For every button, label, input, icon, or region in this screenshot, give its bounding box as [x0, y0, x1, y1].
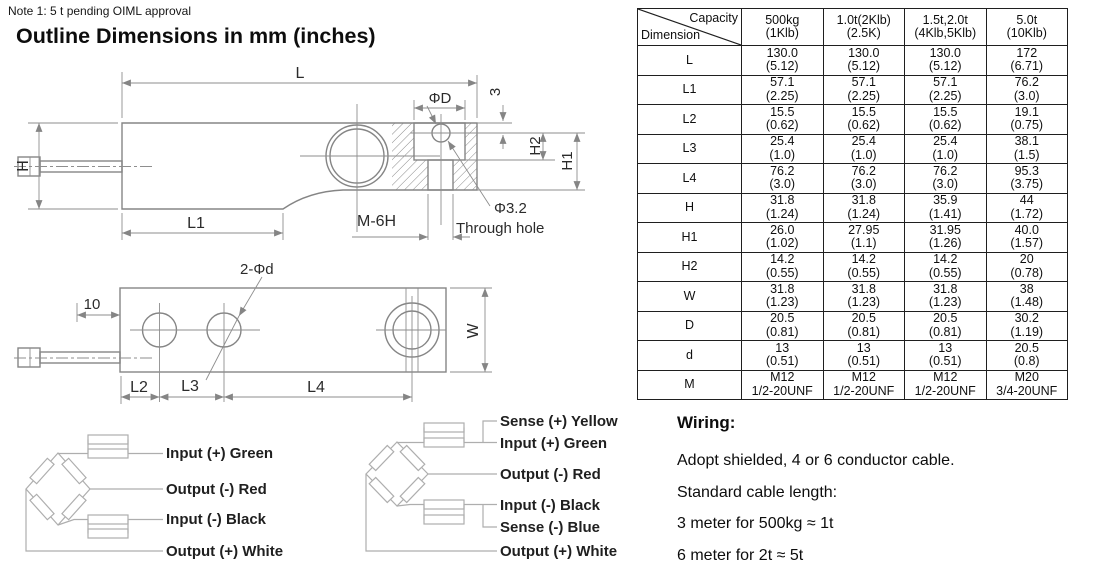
page-title: Outline Dimensions in mm (inches) [16, 24, 376, 48]
dim-label-L1: L1 [187, 215, 205, 232]
note-text: Note 1: 5 t pending OIML approval [8, 4, 191, 18]
value-cell: M12 1/2-20UNF [905, 370, 987, 400]
corner-capacity-label: Capacity [689, 11, 738, 25]
value-cell: 31.8 (1.24) [823, 193, 905, 223]
side-view-drawing [14, 65, 585, 240]
value-cell: 26.0 (1.02) [742, 223, 824, 253]
table-corner-cell [638, 9, 742, 46]
value-cell: M20 3/4-20UNF [986, 370, 1068, 400]
dimension-label-cell: L2 [638, 105, 742, 135]
value-cell: 44 (1.72) [986, 193, 1068, 223]
wiring-info [677, 412, 1087, 576]
dimension-label-cell: W [638, 282, 742, 312]
value-cell: 38.1 (1.5) [986, 134, 1068, 164]
value-cell: 31.8 (1.23) [823, 282, 905, 312]
dim-label-2phid: 2-Φd [240, 261, 274, 278]
value-cell: 57.1 (2.25) [905, 75, 987, 105]
value-cell: 38 (1.48) [986, 282, 1068, 312]
dimension-table-wrap [637, 8, 1068, 400]
table-row [638, 46, 1068, 76]
value-cell: 76.2 (3.0) [905, 164, 987, 194]
value-cell: 27.95 (1.1) [823, 223, 905, 253]
value-cell: 30.2 (1.19) [986, 311, 1068, 341]
top-view-drawing [14, 261, 492, 404]
bridge-4wire-diagram [26, 435, 283, 560]
dim-label-H1: H1 [559, 151, 576, 171]
table-row [638, 105, 1068, 135]
value-cell: 35.9 (1.41) [905, 193, 987, 223]
wire-label-input-minus-4w: Input (-) Black [166, 511, 266, 528]
value-cell: 40.0 (1.57) [986, 223, 1068, 253]
dimension-label-cell: M [638, 370, 742, 400]
dim-label-phi32: Φ3.2 [494, 200, 527, 217]
wiring-line: 3 meter for 500kg ≈ 1t [677, 515, 834, 532]
value-cell: 25.4 (1.0) [905, 134, 987, 164]
dim-label-W: W [465, 323, 482, 339]
dimension-label-cell: d [638, 341, 742, 371]
table-row [638, 311, 1068, 341]
table-row [638, 252, 1068, 282]
value-cell: 25.4 (1.0) [742, 134, 824, 164]
value-cell: 15.5 (0.62) [742, 105, 824, 135]
value-cell: 130.0 (5.12) [823, 46, 905, 76]
value-cell: 13 (0.51) [905, 341, 987, 371]
dim-label-10: 10 [83, 296, 101, 313]
wire-label-input-plus-4w: Input (+) Green [166, 445, 274, 462]
wire-label-sense-minus-6w: Sense (-) Blue [500, 519, 601, 536]
value-cell: 15.5 (0.62) [905, 105, 987, 135]
value-cell: 76.2 (3.0) [823, 164, 905, 194]
value-cell: 76.2 (3.0) [742, 164, 824, 194]
wire-label-output-plus-4w: Output (+) White [166, 543, 284, 560]
dimension-label-cell: D [638, 311, 742, 341]
value-cell: 19.1 (0.75) [986, 105, 1068, 135]
value-cell: M12 1/2-20UNF [742, 370, 824, 400]
wiring-line: Adopt shielded, 4 or 6 conductor cable. [677, 452, 955, 469]
dim-label-3: 3 [487, 87, 504, 97]
wire-label-output-plus-6w: Output (+) White [500, 543, 618, 560]
table-row [638, 193, 1068, 223]
wire-label-input-minus-6w: Input (-) Black [500, 497, 600, 514]
wiring-heading: Wiring: [677, 413, 736, 432]
table-row [638, 282, 1068, 312]
dimension-label-cell: H2 [638, 252, 742, 282]
value-cell: 13 (0.51) [823, 341, 905, 371]
value-cell: 172 (6.71) [986, 46, 1068, 76]
value-cell: 13 (0.51) [742, 341, 824, 371]
dim-label-through-hole: Through hole [456, 220, 545, 237]
bridge-6wire-diagram [366, 413, 618, 560]
value-cell: 20 (0.78) [986, 252, 1068, 282]
value-cell: 31.95 (1.26) [905, 223, 987, 253]
cable-connector-top [18, 348, 40, 367]
value-cell: 14.2 (0.55) [905, 252, 987, 282]
wire-label-input-plus-6w: Input (+) Green [500, 435, 608, 452]
threaded-channel [428, 160, 453, 190]
table-row [638, 370, 1068, 400]
value-cell: 57.1 (2.25) [823, 75, 905, 105]
value-cell: 31.8 (1.23) [905, 282, 987, 312]
value-cell: 31.8 (1.23) [742, 282, 824, 312]
capacity-column-header: 1.0t(2Klb) (2.5K) [823, 9, 905, 46]
dim-label-L2: L2 [130, 379, 148, 396]
dimension-table [637, 8, 1068, 400]
capacity-column-header: 5.0t (10Klb) [986, 9, 1068, 46]
dim-label-H: H [15, 160, 32, 172]
capacity-column-header: 1.5t,2.0t (4Klb,5Klb) [905, 9, 987, 46]
dimension-label-cell: L1 [638, 75, 742, 105]
table-row [638, 75, 1068, 105]
value-cell: 130.0 (5.12) [905, 46, 987, 76]
dim-label-L: L [295, 65, 305, 82]
value-cell: 95.3 (3.75) [986, 164, 1068, 194]
dim-label-M6H: M-6H [357, 213, 397, 230]
value-cell: 20.5 (0.81) [905, 311, 987, 341]
wiring-line: 6 meter for 2t ≈ 5t [677, 546, 804, 564]
table-row [638, 223, 1068, 253]
dimension-label-cell: H [638, 193, 742, 223]
dimension-label-cell: H1 [638, 223, 742, 253]
corner-dimension-label: Dimension [641, 27, 701, 42]
value-cell: 15.5 (0.62) [823, 105, 905, 135]
value-cell: 76.2 (3.0) [986, 75, 1068, 105]
dimension-label-cell: L [638, 46, 742, 76]
wire-label-output-minus-6w: Output (-) Red [500, 466, 601, 483]
value-cell: 20.5 (0.8) [986, 341, 1068, 371]
value-cell: 14.2 (0.55) [742, 252, 824, 282]
value-cell: 130.0 (5.12) [742, 46, 824, 76]
dim-label-phiD: ΦD [428, 90, 452, 107]
dimension-table-body [638, 46, 1068, 400]
value-cell: 57.1 (2.25) [742, 75, 824, 105]
value-cell: M12 1/2-20UNF [823, 370, 905, 400]
value-cell: 14.2 (0.55) [823, 252, 905, 282]
table-header-row [638, 9, 1068, 46]
value-cell: 25.4 (1.0) [823, 134, 905, 164]
dim-label-H2: H2 [527, 136, 544, 156]
value-cell: 20.5 (0.81) [742, 311, 824, 341]
capacity-column-header: 500kg (1Klb) [742, 9, 824, 46]
wiring-line: Standard cable length: [677, 483, 838, 501]
dimension-label-cell: L3 [638, 134, 742, 164]
value-cell: 31.8 (1.24) [742, 193, 824, 223]
dimension-label-cell: L4 [638, 164, 742, 194]
table-row [638, 134, 1068, 164]
table-row [638, 341, 1068, 371]
value-cell: 20.5 (0.81) [823, 311, 905, 341]
wire-label-output-minus-4w: Output (-) Red [166, 481, 267, 498]
dim-label-L4: L4 [307, 379, 325, 396]
wire-label-sense-plus-6w: Sense (+) Yellow [500, 413, 618, 430]
dim-label-L3: L3 [181, 378, 199, 395]
table-row [638, 164, 1068, 194]
